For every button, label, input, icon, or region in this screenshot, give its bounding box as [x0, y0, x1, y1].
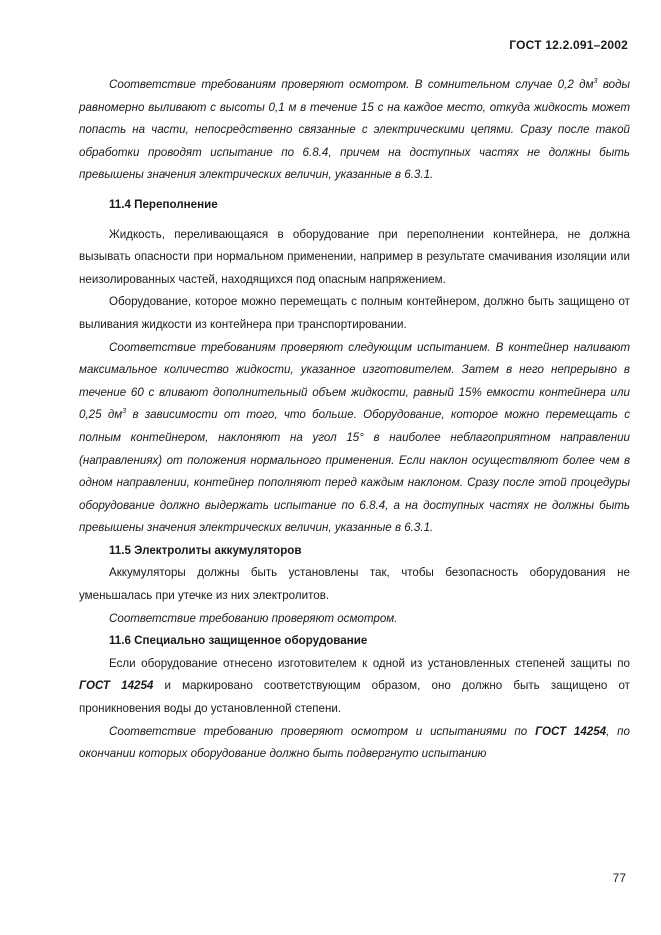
section-heading-11-5: 11.5 Электролиты аккумуляторов [109, 543, 302, 557]
page-body [79, 74, 630, 766]
paragraph-movable-equipment: Оборудование, которое можно перемещать с полным контейнером, должно быть защищено от выливания жидкости из контейнера при транспортировании. [79, 295, 630, 331]
standard-reference: ГОСТ 14254 [535, 724, 607, 738]
standard-reference: ГОСТ 14254 [79, 679, 154, 693]
paragraph-protected-check: Соответствие требованию проверяют осмотром и испытаниями по ГОСТ 14254, по окончании которых оборудование должно быть подвергнуто испытанию [79, 724, 630, 761]
document-header: ГОСТ 12.2.091–2002 [509, 38, 628, 52]
paragraph-protected-equipment: Если оборудование отнесено изготовителем к одной из установленных степеней защиты по ГОСТ 14254 и маркировано соответствующим образом, оно должно быть защищено от проникновения воды до установленной степени. [79, 656, 630, 716]
paragraph-batteries: Аккумуляторы должны быть установлены так, чтобы безопасность оборудования не уменьшалась при утечке из них электролитов. [79, 566, 630, 603]
section-heading-11-4: 11.4 Переполнение [109, 197, 218, 211]
paragraph-overflow-test: Соответствие требованиям проверяют следующим испытанием. В контейнер наливают максимальное количество жидкости, указанное изготовителем. Затем в него непрерывно в течение 60 с вливают дополнительный объем жидкости, равный 15% емкости контейнера или 0,25 $дм^3$ в зависимости от того, что больше. Оборудование, которое можно перемещать с полным контейнером, наклоняют на угол 15° в наиболее неблагоприятном направлении (направлениях) от положения нормального применения. Если наклон осуществляют более чем в одном направлении, контейнер пополняют перед каждым наклоном. Сразу после этой процедуры оборудование должно выдержать испытание по 6.8.4, а на доступных частях не должны быть превышены значения электрических величин, указанные в 6.3.1. [79, 340, 630, 535]
paragraph-compliance-water: Соответствие требованиям проверяют осмотром. В сомнительном случае 0,2 $дм^3$ воды равномерно выливают с высоты 0,1 м в течение 15 с на каждое место, откуда жидкость может попасть на части, непосредственно связанные с электрическими цепями. Сразу после такой обработки проводят испытание по 6.8.4, причем на доступных частях не должны быть превышены значения электрических величин, указанные в 6.3.1. [79, 78, 631, 182]
paragraph-overflow-liquid: Жидкость, переливающаяся в оборудование при переполнении контейнера, не должна вызывать опасности при нормальном применении, например в результате смачивания изоляции или неизолированных частей, находящихся под опасным напряжением. [79, 227, 630, 286]
page-number: 77 [612, 871, 626, 885]
paragraph-batteries-check: Соответствие требованию проверяют осмотром. [109, 611, 398, 625]
section-heading-11-6: 11.6 Специально защищенное оборудование [109, 634, 368, 648]
